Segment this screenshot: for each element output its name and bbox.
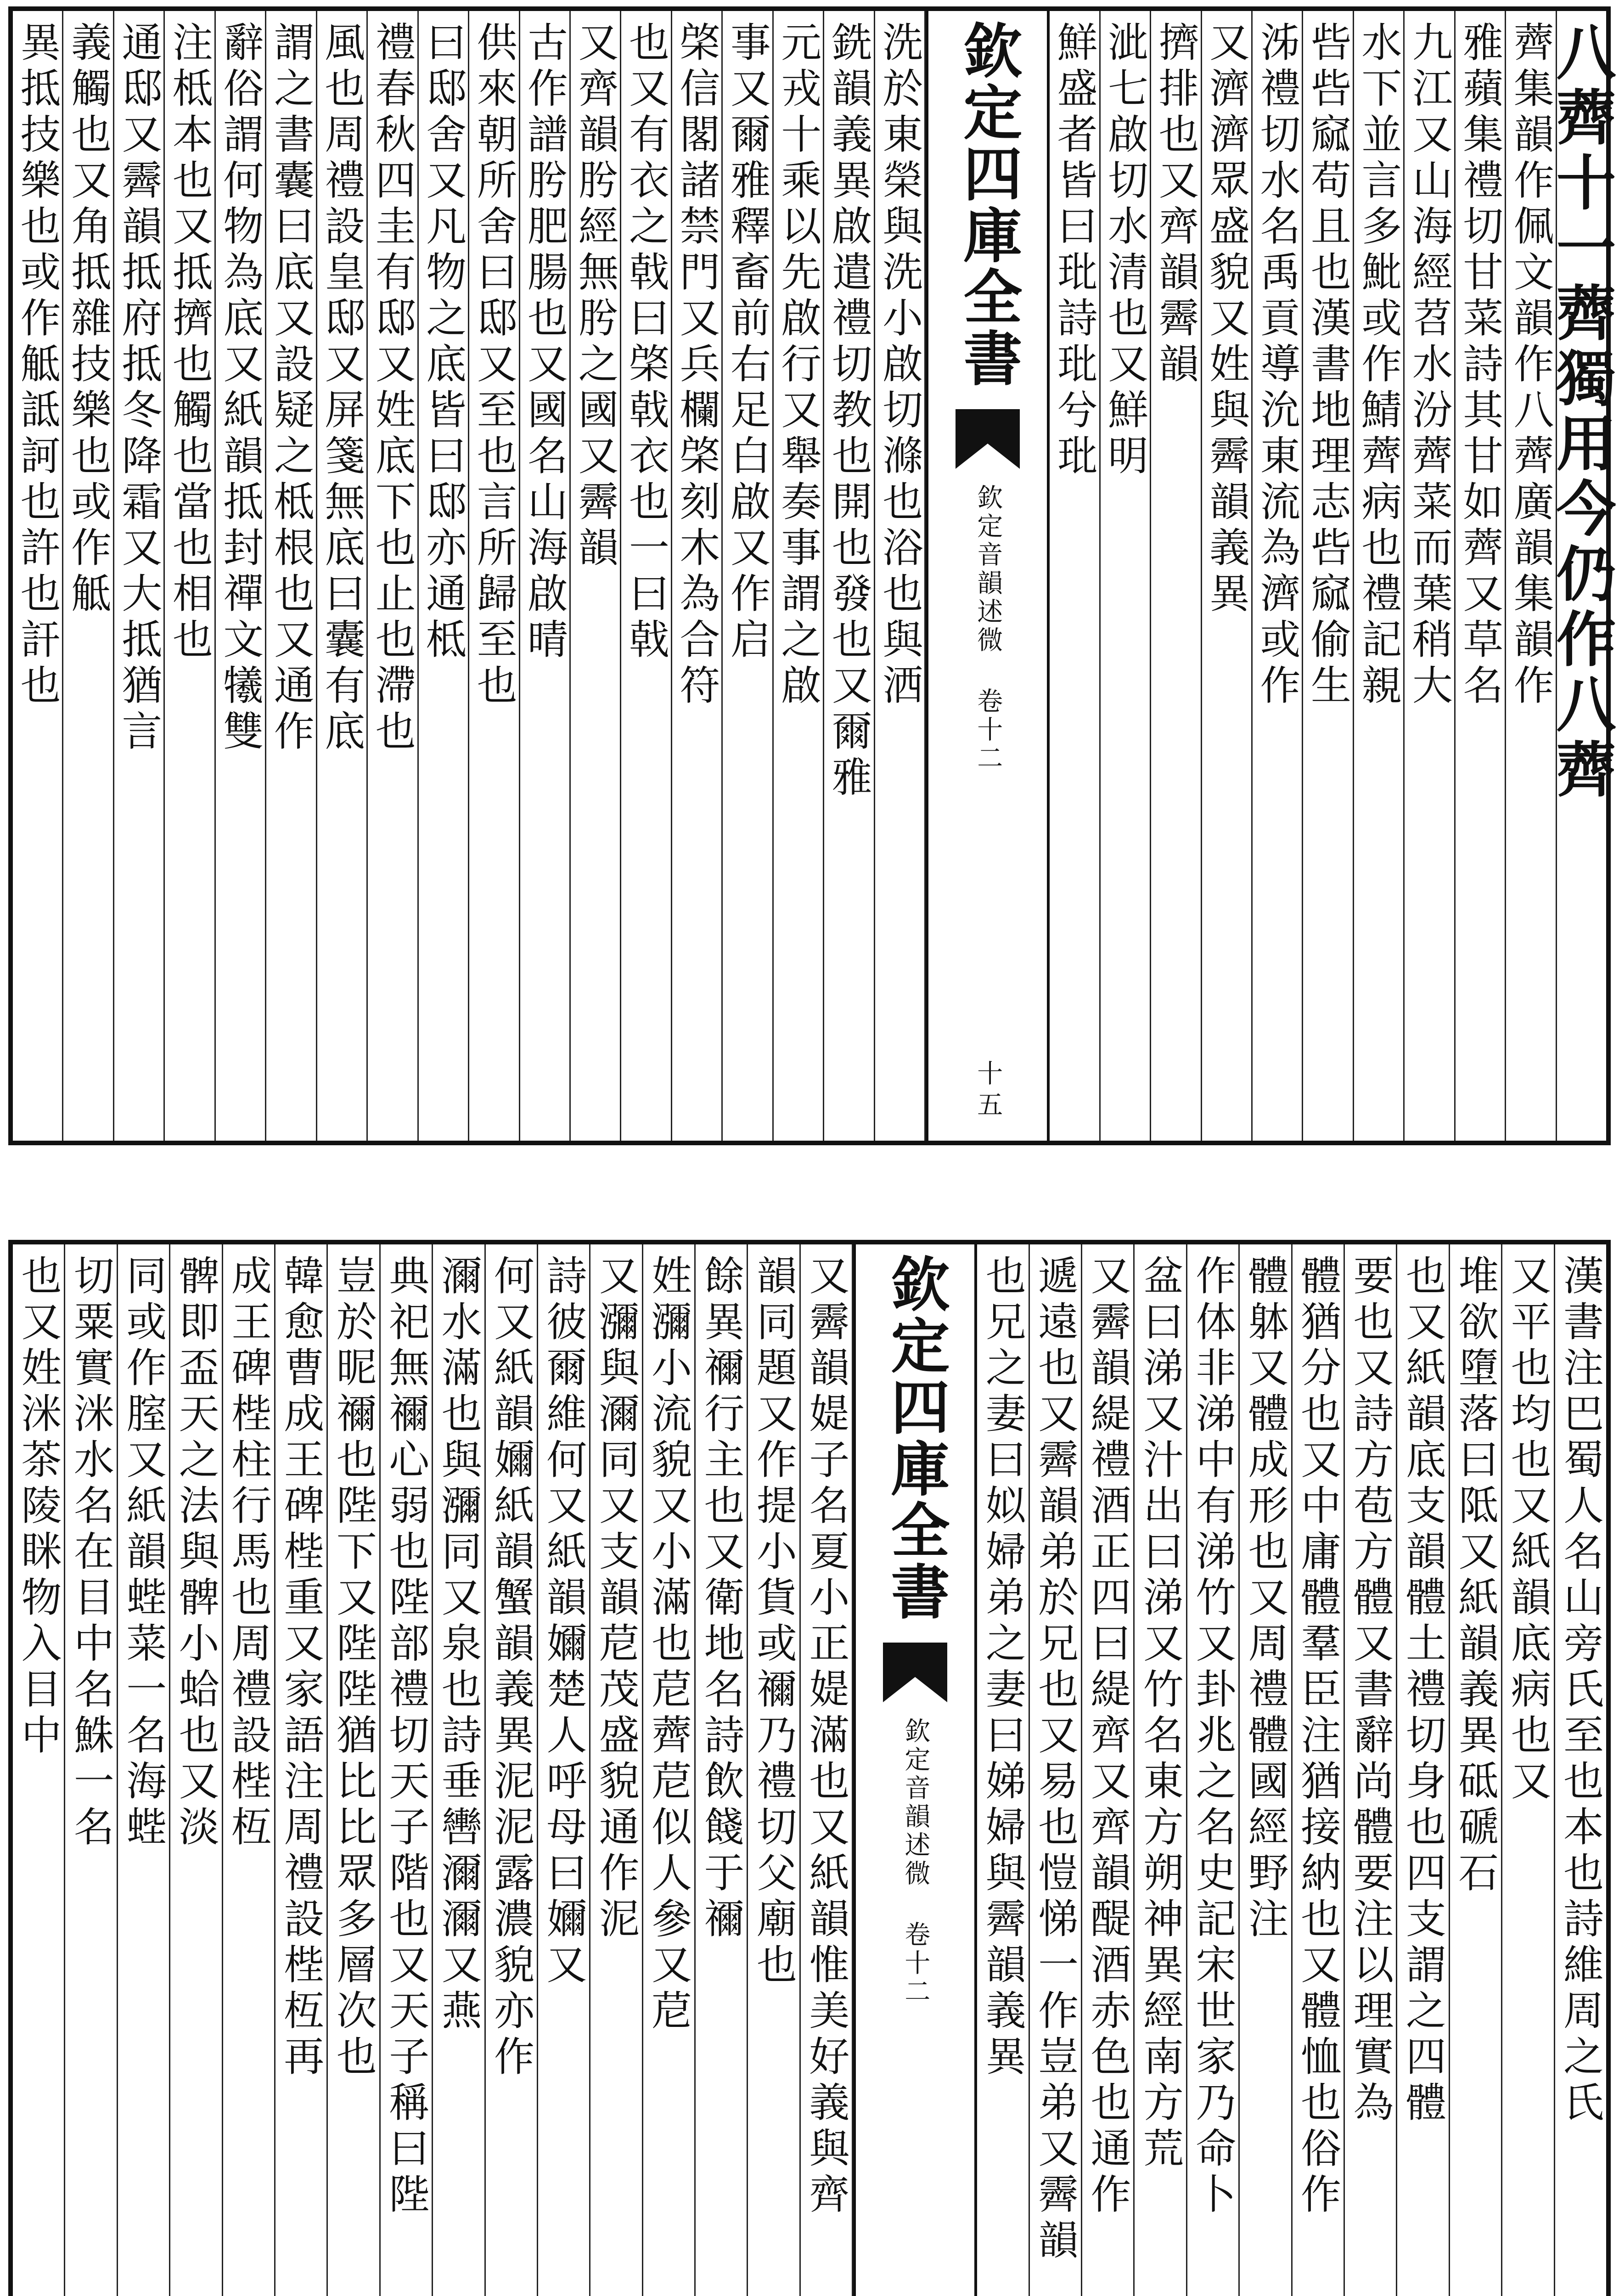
text-column: 遞遠也又霽韻弟於兄也又易也愷悌一作豈弟又霽韻 [1030, 1244, 1082, 2296]
text-column: 又霽韻緹禮酒正四曰緹齊又齊韻醍酒赤色也通作 [1082, 1244, 1135, 2296]
volume-label: 欽定音韻述微 卷十二 [973, 484, 1003, 773]
text-column: 呰呰窳苟且也漢書地理志呰窳偷生 [1303, 11, 1354, 1141]
folio-number: 十五 [973, 1060, 1003, 1122]
text-column: 堆欲墮落曰阺又紙韻義異砥磃石 [1450, 1244, 1502, 2296]
text-column: 洗於東榮與洗小啟切滌也浴也與洒 [875, 11, 926, 1141]
text-column: 棨信閣諸禁門又兵欄棨刻木為合符 [672, 11, 723, 1141]
fish-tail-icon [949, 398, 1027, 476]
text-column: 辭俗謂何物為底又紙韻抵封禪文犧雙 [216, 11, 266, 1141]
fish-tail-icon [876, 1631, 954, 1709]
text-column: 體猶分也又中庸體羣臣注猶接納也又體恤也俗作 [1293, 1244, 1345, 2296]
center-margin [926, 11, 1050, 1141]
text-column: 曰邸舍又凡物之底皆曰邸亦通柢 [419, 11, 469, 1141]
text-column: 韓愈曹成王碑梐重又家語注周禮設梐枑再 [275, 1244, 328, 2296]
upper-page-frame [8, 6, 1617, 1145]
text-column: 義觸也又角抵雜技樂也或作觝 [63, 11, 114, 1141]
text-column: 銑韻義異啟遣禮切教也開也發也又爾雅 [824, 11, 875, 1141]
text-column: 漢書注巴蜀人名山旁氏至也本也詩維周之氏 [1557, 1255, 1604, 2127]
text-column: 泲禮切水名禹貢導沇東流為濟或作 [1253, 11, 1303, 1141]
text-column: 通邸又霽韻抵府抵冬降霜又大抵猶言 [114, 11, 165, 1141]
rhyme-heading-column [1546, 11, 1617, 1141]
text-column: 典祀無禰心弱也陛部禮切天子階也又天子稱曰陛 [381, 1244, 433, 2296]
rhyme-heading: 八薺十一薺獨用今仍作八薺 [1546, 21, 1617, 804]
text-column: 水下並言多魮或作鯖薺病也禮記親 [1354, 11, 1405, 1141]
text-column: 濔水滿也與瀰同又泉也詩垂轡濔濔又燕 [433, 1244, 485, 2296]
text-column: 詩彼爾維何又紙韻嬭楚人呼母曰嬭又 [538, 1244, 590, 2296]
text-column: 異抵技樂也或作觝詆訶也許也訐也 [13, 11, 63, 1141]
text-column: 切粟實洣水名在目中名鮢一名 [65, 1244, 118, 2296]
text-column: 禮春秋四圭有邸又姓底下也止也滯也 [368, 11, 418, 1141]
text-column: 體躰又體成形也又周禮體國經野注 [1240, 1244, 1292, 2296]
volume-label: 欽定音韻述微 卷十二 [900, 1717, 931, 2006]
book-title: 欽定四庫全書 [881, 1254, 950, 1623]
text-column: 豈於昵禰也陛下又陛陛猶比比眾多層次也 [328, 1244, 380, 2296]
text-column: 鮮盛者皆曰玭詩玭兮玭 [1050, 11, 1100, 1141]
text-column: 又霽韻媞子名夏小正媞滿也又紙韻惟美好義與齊 [801, 1244, 853, 2296]
text-column: 也又姓洣茶陵眯物入目中 [13, 1244, 65, 2296]
text-column: 泚七啟切水清也又鮮明 [1101, 11, 1151, 1141]
text-column: 作体非涕中有涕竹又卦兆之名史記宋世家乃命卜 [1187, 1244, 1240, 2296]
text-column: 姓瀰小流貌又小滿也苨薺苨似人參又苨 [643, 1244, 696, 2296]
text-column: 要也又詩方苞方體又書辭尚體要注以理實為 [1345, 1244, 1397, 2296]
text-column: 雅蘋集禮切甘菜詩其甘如薺又草名 [1456, 11, 1506, 1141]
text-column: 擠排也又齊韻霽韻 [1151, 11, 1202, 1141]
text-column: 元戎十乘以先啟行又舉奏事謂之啟 [774, 11, 824, 1141]
text-column: 注柢本也又抵擠也觸也當也相也 [165, 11, 215, 1141]
text-column: 薺集韻作佩文韻作八薺廣韻集韻作 [1506, 11, 1557, 1141]
lower-page-frame [8, 1240, 1611, 2296]
text-column: 事又爾雅釋畜前右足白啟又作启 [723, 11, 773, 1141]
text-column: 也又有衣之戟曰棨戟衣也一曰戟 [621, 11, 672, 1141]
text-column: 供來朝所舍曰邸又至也言所歸至也 [469, 11, 520, 1141]
text-column: 同或作腟又紙韻蜌菜一名海蜌 [118, 1244, 170, 2296]
text-column: 又平也均也又紙韻底病也又 [1502, 1244, 1555, 2296]
text-column: 又齊韻肹經無肹之國又霽韻 [571, 11, 621, 1141]
text-column: 何又紙韻嬭紙韻蟹韻義異泥泥露濃貌亦作 [486, 1244, 538, 2296]
center-margin [853, 1244, 977, 2296]
text-column: 九江又山海經苕水汾薺菜而葉稍大 [1405, 11, 1455, 1141]
text-column: 盆曰涕又汁出曰涕又竹名東方朔神異經南方荒 [1135, 1244, 1187, 2296]
text-column: 韻同題又作提小貨或禰乃禮切父廟也 [748, 1244, 800, 2296]
text-column: 也兄之妻曰姒婦弟之妻曰娣婦與霽韻義異 [977, 1244, 1029, 2296]
text-column: 餘異禰行主也又衛地名詩飲餞于禰 [696, 1244, 748, 2296]
text-column: 成王碑梐柱行馬也周禮設梐枑 [223, 1244, 275, 2296]
text-column: 古作譜肹肥腸也又國名山海啟晴 [520, 11, 571, 1141]
text-column: 風也周禮設皇邸又屏箋無底曰囊有底 [317, 11, 368, 1141]
text-column: 也又紙韻底支韻體土禮切身也四支謂之四體 [1397, 1244, 1450, 2296]
text-column: 髀即盃天之法與髀小蛤也又淡 [170, 1244, 223, 2296]
book-title: 欽定四庫全書 [953, 20, 1023, 389]
text-column: 謂之書囊曰底又設疑之柢根也又通作 [266, 11, 317, 1141]
text-column: 又瀰與濔同又支韻苨茂盛貌通作泥 [590, 1244, 643, 2296]
text-column: 又濟濟眾盛貌又姓與霽韻義異 [1202, 11, 1253, 1141]
